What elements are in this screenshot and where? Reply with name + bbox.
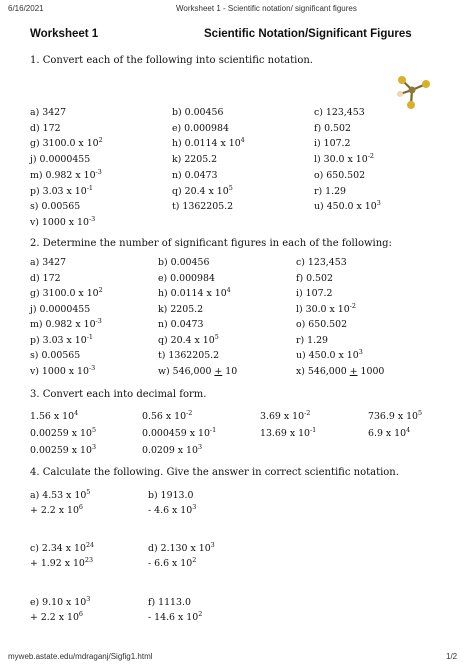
worksheet-subject: Scientific Notation/Significant Figures	[204, 28, 412, 40]
q3-item	[142, 442, 203, 456]
item-exponent: 3	[192, 502, 197, 511]
item-exponent: -3	[88, 214, 96, 223]
item-text: 1.56 x 10	[30, 411, 75, 422]
item-text: b) 1913.0	[148, 490, 194, 501]
item-exponent: 6	[78, 609, 83, 618]
item-text: b) 0.00456	[158, 257, 210, 268]
item-text: - 14.6 x 10	[148, 611, 199, 623]
item-exponent: 5	[86, 487, 91, 496]
item-exponent: 3	[197, 442, 203, 451]
item-exponent: 4	[226, 285, 231, 294]
q1-item	[30, 183, 93, 197]
item-exponent: 4	[406, 425, 411, 434]
q3-item	[30, 408, 79, 422]
item-text: 0.00259 x 10	[30, 428, 92, 439]
item-text: 0.56 x 10	[142, 411, 187, 422]
item-text: j) 0.0000455	[30, 154, 91, 166]
q1-item	[30, 107, 66, 118]
q4-item	[148, 597, 191, 608]
q2-item	[296, 319, 347, 330]
worksheet-title: Worksheet 1	[30, 28, 99, 40]
item-exponent: -2	[367, 151, 374, 160]
item-text: s) 0.00565	[30, 201, 81, 213]
item-exponent: -1	[310, 425, 317, 434]
item-exponent: -1	[86, 183, 93, 192]
q2-item	[30, 273, 61, 284]
q4-item	[30, 502, 83, 516]
q1-item	[172, 154, 217, 165]
item-text-after: 1000	[357, 365, 385, 377]
item-text: t) 1362205.2	[172, 201, 234, 213]
item-exponent: 5	[91, 425, 97, 434]
item-text: e) 0.000984	[158, 272, 215, 284]
item-text: a) 4.53 x 10	[30, 490, 87, 501]
item-text: x) 546,000	[296, 365, 350, 377]
q4-item	[148, 543, 215, 554]
q1-item	[314, 107, 365, 118]
item-text: p) 3.03 x 10	[30, 334, 87, 346]
item-text: o) 650.502	[296, 319, 348, 330]
item-exponent: 2	[198, 609, 203, 618]
q1-item	[172, 201, 233, 212]
q2-item	[30, 285, 103, 299]
q2-item	[158, 257, 209, 268]
q1-item	[30, 154, 90, 165]
q2-item	[296, 347, 363, 361]
q3-item	[260, 408, 311, 422]
q4-item	[30, 555, 94, 570]
item-text-after: 10	[222, 365, 238, 377]
q2-item	[296, 366, 384, 377]
q2-item	[30, 257, 66, 268]
q2-item	[158, 304, 203, 315]
item-exponent: 5	[228, 183, 233, 192]
q1-item	[30, 201, 80, 212]
item-text: b) 0.00456	[172, 107, 224, 118]
item-exponent: -2	[304, 408, 311, 417]
item-exponent: -2	[186, 408, 193, 417]
q3-item	[30, 425, 97, 439]
q2-item	[296, 273, 333, 284]
q2-item	[158, 366, 237, 377]
q4-item	[30, 594, 91, 608]
q4-item	[148, 555, 197, 570]
item-text: m) 0.982 x 10	[30, 169, 96, 181]
q2-item	[296, 288, 332, 299]
item-text: + 2.2 x 10	[30, 504, 79, 516]
q3-item	[30, 442, 97, 456]
q4-item	[148, 609, 203, 623]
q2-item	[158, 285, 231, 299]
q1-item	[172, 183, 233, 197]
item-text: c) 2.34 x 10	[30, 543, 86, 555]
q2-item	[30, 304, 90, 315]
item-text: g) 3100.0 x 10	[30, 288, 99, 299]
item-text: v) 1000 x 10	[30, 365, 89, 377]
item-text: r) 1.29	[296, 334, 328, 346]
item-text: q) 20.4 x 10	[172, 185, 229, 197]
item-text: k) 2205.2	[158, 303, 204, 315]
item-text: v) 1000 x 10	[30, 216, 89, 228]
item-text: f) 0.502	[314, 122, 351, 134]
item-text: c) 123,453	[314, 107, 365, 118]
item-text: + 1.92 x 10	[30, 558, 85, 570]
q3-item	[368, 425, 411, 439]
q1-item	[314, 123, 351, 134]
item-text: l) 30.0 x 10	[314, 154, 368, 166]
molecule-image	[394, 72, 434, 112]
item-text: 0.000459 x 10	[142, 428, 210, 439]
q4-item	[30, 543, 94, 554]
item-exponent: -1	[209, 425, 217, 434]
q2-item	[296, 335, 328, 346]
question-4-prompt: 4. Calculate the following. Give the answer in correct scientific notation.	[30, 467, 399, 478]
item-exponent: 5	[214, 332, 219, 341]
question-3-prompt: 3. Convert each into decimal form.	[30, 389, 207, 400]
question-1-prompt: 1. Convert each of the following into scientific notation.	[30, 55, 313, 66]
item-text: + 2.2 x 10	[30, 611, 79, 623]
q1-item	[30, 123, 61, 134]
print-page-number: 1/2	[446, 652, 458, 661]
item-text: g) 3100.0 x 10	[30, 138, 99, 150]
item-text: 3.69 x 10	[260, 411, 305, 422]
item-exponent: 2	[98, 285, 103, 294]
item-text: c) 123,453	[296, 257, 347, 268]
item-text: u) 450.0 x 10	[296, 350, 359, 361]
q1-item	[172, 107, 223, 118]
item-text: 736.9 x 10	[368, 411, 419, 422]
item-text: - 6.6 x 10	[148, 558, 193, 570]
q2-item	[158, 332, 219, 346]
q4-item	[30, 609, 83, 623]
q2-item	[30, 316, 102, 330]
q2-item	[30, 332, 93, 346]
item-text: l) 30.0 x 10	[296, 303, 350, 315]
item-text: p) 3.03 x 10	[30, 185, 87, 197]
item-text: a) 3427	[30, 257, 67, 268]
item-exponent: 2	[192, 555, 197, 564]
item-text: m) 0.982 x 10	[30, 319, 96, 330]
print-url: myweb.astate.edu/mdraganj/Sigfig1.html	[8, 652, 153, 661]
item-exponent: 3	[358, 347, 363, 356]
item-text: j) 0.0000455	[30, 303, 91, 315]
q2-item	[158, 273, 215, 284]
item-exponent: 5	[418, 408, 423, 417]
item-text: 6.9 x 10	[368, 428, 407, 439]
item-text: f) 1113.0	[148, 596, 191, 608]
item-exponent: 4	[240, 136, 245, 145]
q2-item	[296, 301, 356, 315]
q1-item	[314, 201, 381, 212]
item-exponent: 3	[376, 199, 381, 208]
item-text: f) 0.502	[296, 272, 333, 284]
question-2-prompt: 2. Determine the number of significant figures in each of the following:	[30, 238, 392, 249]
item-exponent: 3	[91, 442, 97, 451]
q1-item	[30, 138, 103, 149]
q2-item	[30, 350, 80, 361]
q1-item	[314, 151, 374, 166]
print-date: 6/16/2021	[8, 4, 44, 13]
q2-item	[296, 257, 347, 268]
item-text: h) 0.0114 x 10	[158, 288, 227, 299]
q1-item	[314, 138, 350, 149]
item-exponent: 23	[84, 555, 94, 564]
q3-item	[368, 408, 423, 422]
item-text: a) 3427	[30, 107, 67, 118]
print-page-title: Worksheet 1 - Scientific notation/ significant figures	[176, 4, 357, 13]
q1-item	[314, 170, 365, 181]
item-text: d) 172	[30, 272, 61, 284]
item-text: 0.0209 x 10	[142, 445, 198, 456]
item-text: d) 172	[30, 122, 61, 134]
item-exponent: -1	[86, 332, 93, 341]
item-text: i) 107.2	[314, 138, 351, 150]
item-exponent: 3	[210, 541, 215, 550]
item-text: 13.69 x 10	[260, 428, 311, 439]
q1-item	[172, 123, 229, 134]
q3-item	[142, 408, 193, 422]
item-text: n) 0.0473	[158, 319, 204, 330]
item-exponent: -3	[95, 316, 102, 325]
item-text: n) 0.0473	[172, 169, 218, 181]
q1-item	[172, 170, 217, 181]
q1-item	[314, 186, 346, 197]
item-exponent: -2	[349, 301, 356, 310]
plus-minus-sign: +	[349, 365, 358, 377]
item-text: q) 20.4 x 10	[158, 334, 215, 346]
q3-item	[142, 425, 217, 439]
q2-item	[158, 350, 219, 361]
item-exponent: 24	[85, 541, 95, 550]
q1-item	[30, 167, 102, 181]
item-text: 0.00259 x 10	[30, 445, 92, 456]
item-text: - 4.6 x 10	[148, 504, 193, 516]
item-exponent: 3	[86, 594, 91, 603]
item-text: h) 0.0114 x 10	[172, 138, 241, 150]
item-text: e) 0.000984	[172, 122, 229, 134]
item-exponent: -3	[95, 167, 102, 176]
item-exponent: -3	[88, 363, 96, 372]
item-text: e) 9.10 x 10	[30, 596, 87, 608]
q3-item	[260, 425, 317, 439]
q1-item	[30, 214, 96, 228]
q2-item	[158, 319, 203, 330]
item-text: t) 1362205.2	[158, 350, 220, 361]
item-text: u) 450.0 x 10	[314, 201, 377, 213]
item-text: s) 0.00565	[30, 350, 81, 361]
item-exponent: 4	[74, 408, 79, 417]
q4-item	[148, 490, 193, 501]
q2-item	[30, 363, 96, 377]
q4-item	[148, 502, 197, 516]
item-text: d) 2.130 x 10	[148, 543, 211, 555]
item-text: k) 2205.2	[172, 154, 218, 166]
item-exponent: 2	[98, 136, 103, 145]
item-exponent: 6	[78, 502, 83, 511]
q4-item	[30, 487, 91, 501]
item-text: r) 1.29	[314, 185, 346, 197]
item-text: o) 650.502	[314, 169, 366, 181]
item-text: w) 546,000	[158, 365, 215, 377]
item-text: i) 107.2	[296, 288, 333, 299]
q1-item	[172, 138, 245, 149]
plus-minus-sign: +	[214, 365, 223, 377]
